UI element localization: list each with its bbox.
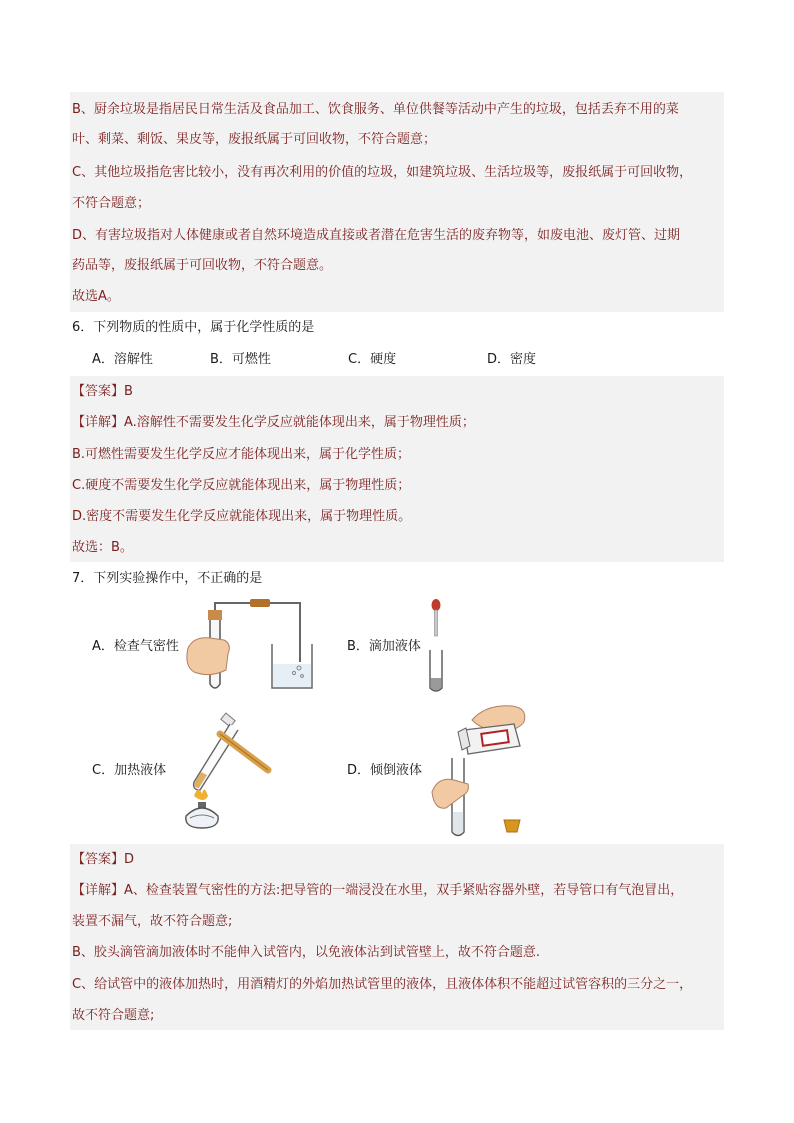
q6-detail-label: 【详解】 — [72, 415, 125, 430]
explanation-background — [70, 92, 724, 312]
q7-detail-line: 故不符合题意; — [72, 1008, 155, 1023]
explanation-line: 故选A。 — [72, 289, 120, 304]
explanation-line: D、有害垃圾指对人体健康或者自然环境造成直接或者潜在危害生活的废弃物等，如废电池、废灯管、过期 — [72, 228, 681, 243]
dropper-figure — [424, 598, 450, 694]
dropper-tube-icon — [435, 610, 438, 636]
explanation-line: B、厨余垃圾是指居民日常生活及食品加工、饮食服务、单位供餐等活动中产生的垃圾，包括丢弃不用的菜 — [72, 102, 679, 117]
q7-detail-line: 装置不漏气，故不符合题意; — [72, 914, 233, 929]
q6-detail-line: B.可燃性需要发生化学反应才能体现出来，属于化学性质； — [72, 447, 411, 462]
airtightness-check-figure — [180, 596, 320, 696]
q7-detail-label: 【详解】 — [72, 883, 125, 898]
explanation-line: C、其他垃圾指危害比较小，没有再次利用的价值的垃圾，如建筑垃圾、生活垃圾等，废报纸属于可回收物， — [72, 165, 693, 180]
q7-option-b: B．滴加液体 — [347, 639, 421, 654]
pouring-liquid-figure — [424, 700, 534, 840]
bottle-stopper-icon — [504, 820, 520, 832]
explanation-line: 叶、剩菜、剩饭、果皮等，废报纸属于可回收物，不符合题意； — [72, 132, 437, 147]
q6-detail-line: D.密度不需要发生化学反应就能体现出来，属于物理性质。 — [72, 509, 412, 524]
explanation-line: 不符合题意； — [72, 196, 151, 211]
question-7-stem: 7．下列实验操作中，不正确的是 — [72, 571, 263, 586]
hand-icon — [187, 638, 229, 675]
stopper-icon — [208, 610, 222, 620]
question-6-stem: 6．下列物质的性质中，属于化学性质的是 — [72, 320, 315, 335]
q6-option-b: B．可燃性 — [210, 352, 271, 367]
explanation-line: 药品等，废报纸属于可回收物，不符合题意。 — [72, 258, 333, 273]
answer-background-q6 — [70, 376, 724, 562]
q6-detail-text: A.溶解性不需要发生化学反应就能体现出来，属于物理性质； — [124, 415, 475, 430]
answer-background-q7 — [70, 844, 724, 1030]
flame-icon — [194, 789, 208, 800]
q6-option-d: D．密度 — [487, 352, 537, 367]
q6-detail-line: C.硬度不需要发生化学反应就能体现出来，属于物理性质； — [72, 478, 411, 493]
q7-option-a: A．检查气密性 — [92, 639, 179, 654]
q7-detail-line: C、给试管中的液体加热时，用酒精灯的外焰加热试管里的液体，且液体体积不能超过试管容积的三分之一， — [72, 977, 693, 992]
q7-answer: 【答案】D — [72, 852, 135, 867]
q6-detail-line — [72, 414, 475, 432]
q7-option-d: D．倾倒液体 — [347, 763, 423, 778]
q6-detail-line: 故选：B。 — [72, 540, 133, 555]
bottle-label-icon — [481, 730, 508, 746]
rubber-tube-icon — [250, 599, 270, 607]
dropper-bulb-icon — [432, 599, 441, 611]
q7-detail-line — [72, 882, 683, 900]
q6-option-a: A．溶解性 — [92, 352, 153, 367]
wick-icon — [198, 802, 206, 808]
q7-detail-line: B、胶头滴管滴加液体时不能伸入试管内，以免液体沾到试管壁上，故不符合题意. — [72, 945, 541, 960]
q6-answer: 【答案】B — [72, 384, 133, 399]
q7-option-c: C．加热液体 — [92, 763, 167, 778]
q7-detail-text: A、检查装置气密性的方法:把导管的一端浸没在水里，双手紧贴容器外壁，若导管口有气泡冒出， — [124, 883, 684, 898]
q6-option-c: C．硬度 — [348, 352, 397, 367]
heating-liquid-figure — [164, 712, 274, 832]
